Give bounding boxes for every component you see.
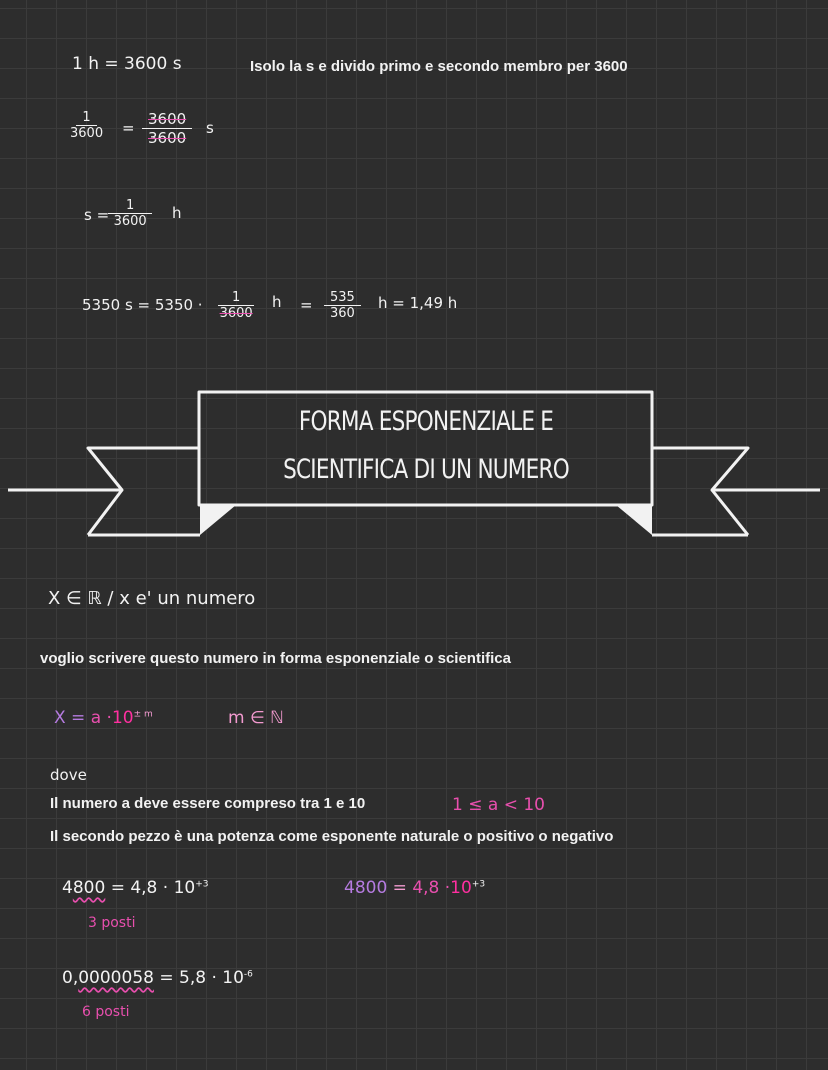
unit: h <box>272 293 282 311</box>
equals: = <box>300 296 313 314</box>
denominator: 3600 <box>70 126 104 141</box>
base: 10 <box>450 878 472 898</box>
s-equals: s = <box>84 206 110 224</box>
formula-a: a · <box>90 708 112 728</box>
equals: = <box>122 119 135 137</box>
result: h = 1,49 h <box>378 294 458 312</box>
formula-exp: ± m <box>133 709 153 720</box>
denominator: 3600 <box>113 214 147 229</box>
shifted-digits: 800 <box>72 878 106 898</box>
numerator: 1 <box>108 198 152 214</box>
number: 4800 <box>344 878 388 898</box>
formula-x: X = <box>54 708 86 728</box>
scientific-form: = 5,8 · 10 <box>159 968 244 988</box>
example-note: 6 posti <box>82 1004 130 1020</box>
numerator: 1 <box>218 290 254 306</box>
rule-a-range: Il numero a deve essere compreso tra 1 e 10 <box>50 795 366 812</box>
example-note: 3 posti <box>88 915 136 931</box>
banner-fold-right <box>616 505 652 535</box>
exponent: +3 <box>471 879 486 890</box>
mantissa: 4,8 · <box>412 878 451 898</box>
shifted-digits: 0000058 <box>78 968 154 988</box>
numerator: 3600 <box>142 110 192 129</box>
banner-title <box>245 398 607 494</box>
equals: = <box>392 878 407 898</box>
unit: s <box>206 119 214 137</box>
example-4800-colored <box>344 878 485 898</box>
numerator: 535 <box>324 290 361 306</box>
formula <box>54 708 153 728</box>
formula-base: 10 <box>111 708 134 728</box>
unit: h <box>172 204 182 222</box>
definition: X ∈ ℝ / x e' un numero <box>48 588 256 609</box>
rule-a-math: 1 ≤ a < 10 <box>452 795 545 815</box>
integer-part: 4 <box>62 878 73 898</box>
example-small-number <box>62 968 253 988</box>
denominator: 360 <box>330 306 355 321</box>
exponent: -6 <box>243 969 253 980</box>
note-isolate: Isolo la s e divido primo e secondo membro per 3600 <box>250 58 628 75</box>
banner-title-line2: SCIENTIFICA DI UN NUMERO <box>283 454 569 485</box>
dove-label: dove <box>50 766 87 784</box>
m-domain: m ∈ ℕ <box>228 708 284 728</box>
conversion-lhs: 5350 s = 5350 · <box>82 296 203 314</box>
banner-fold-left <box>200 505 236 535</box>
denominator: 3600 <box>148 129 187 147</box>
rule-power: Il secondo pezzo è una potenza come esponente naturale o positivo o negativo <box>50 828 614 845</box>
denominator: 3600 <box>219 306 253 321</box>
banner-left-tail <box>8 448 200 490</box>
example-4800 <box>62 878 209 898</box>
integer-part: 0, <box>62 968 79 988</box>
numerator: 1 <box>76 110 96 126</box>
equation-hour-seconds: 1 h = 3600 s <box>72 54 182 74</box>
banner-title-line1: FORMA ESPONENZIALE E <box>298 406 554 437</box>
intro-text: voglio scrivere questo numero in forma esponenziale o scientifica <box>40 650 511 667</box>
scientific-form: = 4,8 · 10 <box>110 878 196 898</box>
banner-right-tail <box>652 448 820 490</box>
exponent: +3 <box>195 879 209 890</box>
